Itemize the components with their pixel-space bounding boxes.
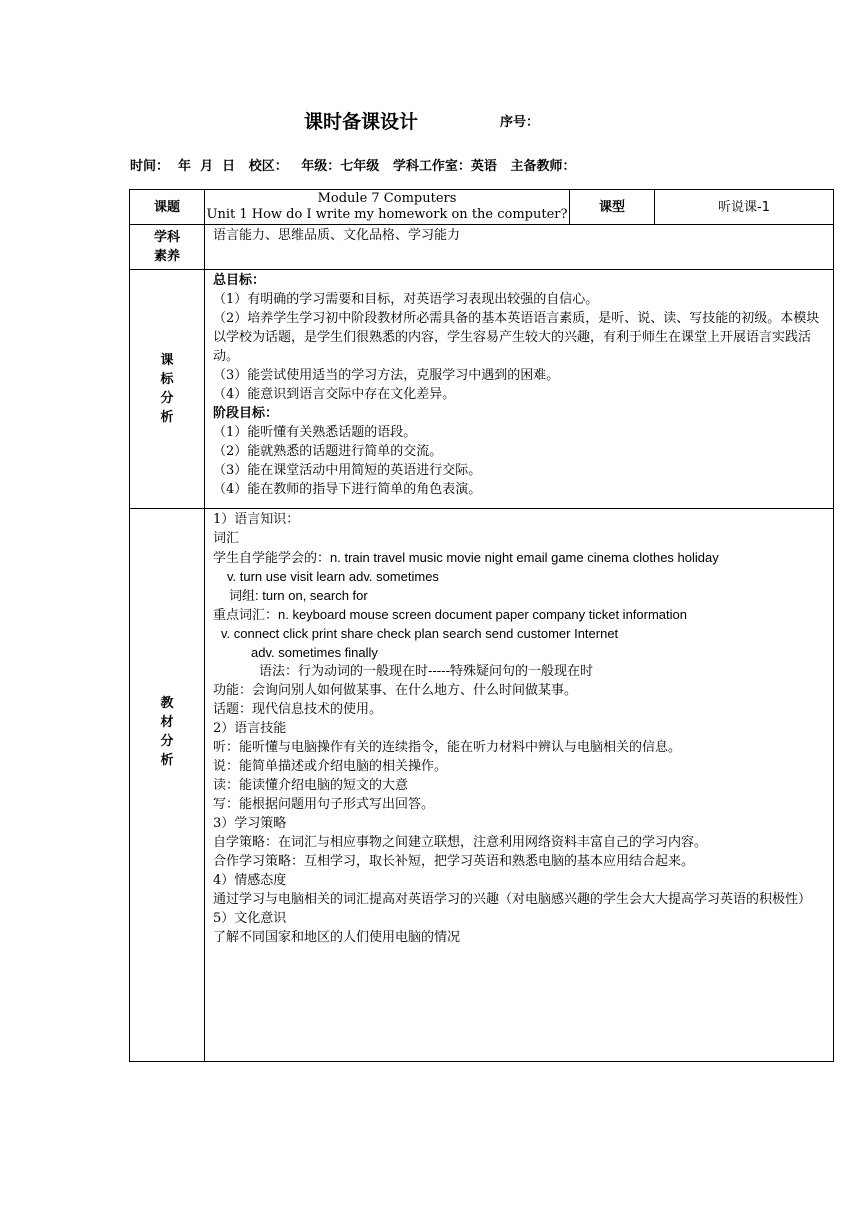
topic-value: [205, 190, 570, 225]
page-title: 课时备课设计: [304, 111, 419, 133]
material-line: adv. sometimes finally: [251, 645, 378, 660]
material-line: 1）语言知识：: [213, 512, 300, 527]
info-line: 时间： 年 月 日 校区： 年级：七年级 学科工作室：英语 主备教师：: [130, 159, 576, 174]
material-line: 了解不同国家和地区的人们使用电脑的情况: [213, 930, 461, 945]
material-label-char: 教: [160, 696, 174, 711]
material-line: 通过学习与电脑相关的词汇提高对英语学习的兴趣（对电脑感兴趣的学生会大大提高学习英语的积极性）: [213, 892, 812, 907]
goal-line: （3）能尝试使用适当的学习方法，克服学习中遇到的困难。: [213, 368, 560, 383]
topic-label: 课题: [130, 190, 205, 225]
material-line: 合作学习策略：互相学习，取长补短，把学习英语和熟悉电脑的基本应用结合起来。: [213, 854, 695, 869]
literacy-label: [130, 225, 205, 270]
material-label-char: 材: [160, 715, 174, 730]
goal-line: （2）培养学生学习初中阶段教材所必需具备的基本英语语言素质，是听、说、读、写技能的初级。本模块以学校为话题，是学生们很熟悉的内容，学生容易产生较大的兴趣，有利于师生在课堂上开展语言实践活动。: [213, 311, 820, 364]
curriculum-label-char: 课: [160, 353, 174, 368]
topic-line-2: Unit 1 How do I write my homework on the computer?: [206, 207, 568, 222]
material-line: 词组: turn on, search for: [229, 588, 368, 603]
material-content: [205, 509, 834, 1062]
stage-goal-line: （2）能就熟悉的话题进行简单的交流。: [213, 444, 443, 459]
topic-row: [130, 190, 834, 225]
material-line: 读：能读懂介绍电脑的短文的大意: [213, 778, 409, 793]
material-line: 自学策略：在词汇与相应事物之间建立联想，注意利用网络资料丰富自己的学习内容。: [213, 835, 708, 850]
lesson-plan-table: [129, 189, 834, 1062]
material-line: 4）情感态度: [213, 873, 287, 888]
material-line: v. connect click print share check plan search send customer Internet: [221, 626, 619, 641]
literacy-content: 语言能力、思维品质、文化品格、学习能力: [205, 225, 834, 270]
stage-goal-line: （4）能在教师的指导下进行简单的角色表演。: [213, 482, 482, 497]
curriculum-content: [205, 270, 834, 509]
literacy-label-2: 素养: [153, 249, 180, 264]
sequence-number-label: 序号：: [500, 115, 540, 130]
material-line: 听：能听懂与电脑操作有关的连续指令，能在听力材料中辨认与电脑相关的信息。: [213, 740, 682, 755]
material-row: [130, 509, 834, 1062]
material-label: [130, 509, 205, 1062]
stage-goal-line: （3）能在课堂活动中用简短的英语进行交际。: [213, 463, 482, 478]
literacy-label-1: 学科: [153, 230, 180, 245]
material-line: 话题：现代信息技术的使用。: [213, 702, 383, 717]
material-line: v. turn use visit learn adv. sometimes: [227, 569, 439, 584]
stage-goal-heading: 阶段目标：: [213, 406, 279, 421]
material-line: 说：能简单描述或介绍电脑的相关操作。: [213, 759, 448, 774]
type-value: 听说课-1: [655, 190, 834, 225]
curriculum-row: [130, 270, 834, 509]
material-line: 5）文化意识: [213, 911, 287, 926]
material-line: 功能：会询问别人如何做某事、在什么地方、什么时间做某事。: [213, 683, 578, 698]
goal-line: （4）能意识到语言交际中存在文化差异。: [213, 387, 456, 402]
material-line: 2）语言技能: [213, 721, 287, 736]
material-line: 3）学习策略: [213, 816, 287, 831]
curriculum-label-char: 标: [160, 372, 174, 387]
stage-goal-line: （1）能听懂有关熟悉话题的语段。: [213, 425, 417, 440]
goal-line: （1）有明确的学习需要和目标，对英语学习表现出较强的自信心。: [213, 292, 599, 307]
literacy-row: [130, 225, 834, 270]
curriculum-label-char: 析: [160, 410, 174, 425]
material-line: 语法：行为动词的一般现在时-----特殊疑问句的一般现在时: [259, 664, 593, 679]
title-row: [0, 107, 860, 135]
material-line: 学生自学能学会的：n. train travel music movie night email game cinema clothes holiday: [213, 550, 719, 565]
material-line: 写：能根据问题用句子形式写出回答。: [213, 797, 435, 812]
curriculum-label-char: 分: [160, 391, 174, 406]
material-label-char: 分: [160, 734, 174, 749]
type-label: 课型: [570, 190, 655, 225]
goal-heading: 总目标：: [213, 273, 266, 288]
topic-line-1: Module 7 Computers: [317, 191, 457, 206]
material-line: 词汇: [213, 531, 240, 546]
material-line: 重点词汇：n. keyboard mouse screen document paper company ticket information: [213, 607, 687, 622]
material-label-char: 析: [160, 753, 174, 768]
curriculum-label: [130, 270, 205, 509]
